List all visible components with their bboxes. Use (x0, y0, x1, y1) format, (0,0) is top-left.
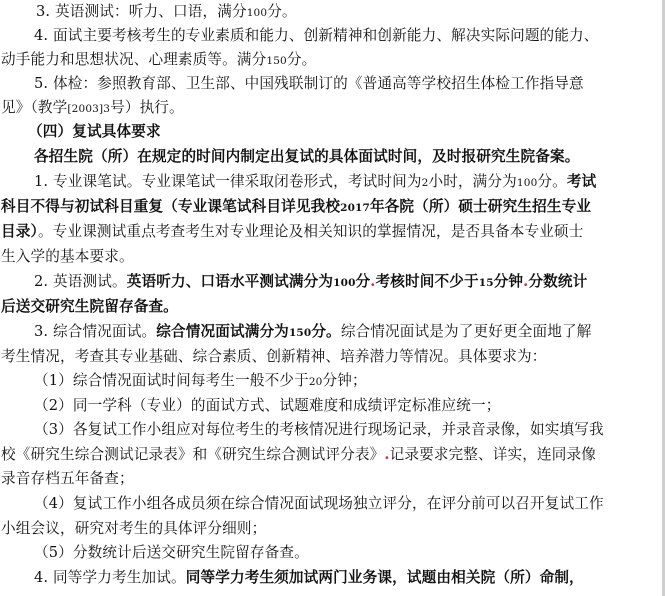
text-line (34, 492, 604, 516)
number-span: 2017 (340, 202, 370, 214)
bold-span: 考核时间不少于 (375, 273, 479, 290)
text-line (34, 394, 501, 418)
red-dot: . (523, 273, 529, 290)
text-line (1, 443, 596, 467)
text-span: 分。 (286, 51, 317, 68)
text-span: 校《研究生综合测试记录表》和《研究生综合测试评分表》 (1, 446, 385, 463)
bold-line (1, 295, 178, 319)
text-span: 分。 (537, 173, 567, 190)
bold-span: 目录） (1, 223, 38, 240)
text-line (1, 48, 316, 72)
bold-span: 分。 (311, 323, 341, 340)
text-span: 2. 英语测试。 (34, 273, 127, 290)
text-span: 科目不得与初试科目重复（专业课笔试科目详见我校 (1, 198, 341, 215)
text-line (1, 245, 134, 269)
text-span: 年各院（所）硕士研究生招生专业 (369, 198, 592, 215)
text-span: （4）复试工作小组各成员须在综合情况面试现场独立评分，在评分前可以召开复试工作 (34, 495, 604, 512)
text-span: 生入学的基本要求。 (1, 248, 134, 265)
number-span: 15 (478, 277, 494, 289)
text-line (34, 270, 587, 294)
text-line (1, 220, 583, 244)
red-dot: . (370, 273, 376, 290)
text-line (1, 96, 184, 120)
text-span: 动手能力和思想状况、心理素质等。满分 (1, 51, 267, 68)
text-span: 小组会议，研究对考生的具体评分细则； (1, 520, 267, 537)
text-span: 5. 体检：参照教育部、卫生部、中国残联制订的《普通高等学校招生体检工作指导意 (34, 75, 584, 92)
number-span: 20 (308, 376, 323, 388)
text-span: 3. 英语测试：听力、口语，满分 (36, 3, 247, 20)
text-line (34, 541, 309, 565)
text-span: 1. 专业课笔试。专业课笔试一律采取闭卷形式，考试时间为 (34, 173, 422, 190)
bold-paragraph (34, 145, 580, 169)
red-dot: . (384, 446, 390, 463)
text-span: 3. 综合情况面试。 (34, 323, 157, 340)
bold-span: 考试 (566, 173, 597, 190)
text-span: 各招生院（所）在规定的时间内制定出复试的具体面试时间，及时报研究生院备案。 (34, 148, 580, 165)
bold-line (1, 195, 591, 219)
text-line (34, 418, 604, 442)
text-span: 小时，满分为 (428, 173, 517, 190)
number-span: 2 (421, 177, 429, 189)
text-span: 。专业课测试重点考查考生对专业理论及相关知识的掌握情况，是否具备本专业硕士 (37, 223, 584, 240)
section-heading (28, 120, 161, 144)
text-span: 分。 (267, 3, 297, 20)
text-line (34, 369, 367, 393)
bold-span: 分 (355, 273, 371, 290)
text-span: 考生情况，考查其专业基础、综合素质、创新精神、培养潜力等情况。具体要求为： (1, 348, 547, 365)
text-span: 号）执行。 (110, 99, 184, 116)
heading-text: （四）复试具体要求 (28, 123, 161, 140)
text-span: （3）各复试工作小组应对每位考生的考核情况进行现场记录，并录音录像，如实填写我 (34, 421, 604, 438)
bold-span: 分数统计 (528, 273, 588, 290)
text-line (34, 24, 599, 48)
text-span: （5）分数统计后送交研究生院留存备查。 (34, 544, 309, 561)
text-line (1, 467, 134, 491)
text-span: （2）同一学科（专业）的面试方式、试题难度和成绩评定标准应统一； (34, 397, 501, 414)
number-span: 100 (516, 177, 538, 189)
text-span: 见》（教学 (1, 99, 68, 116)
text-span: 录音存档五年备查； (1, 470, 134, 487)
text-line (34, 170, 596, 194)
text-line (1, 345, 547, 369)
text-span: 综合情况面试是为了更好更全面地了解 (340, 323, 592, 340)
number-span: [2003]3 (67, 103, 111, 115)
text-span: 4. 面试主要考核考生的专业素质和能力、创新精神和创新能力、解决实际问题的能力、 (34, 27, 599, 44)
text-line (34, 320, 591, 344)
text-line (34, 72, 584, 96)
bold-span: 综合情况面试满分为 (156, 323, 289, 340)
text-span: 4. 同等学力考生加试。 (34, 569, 186, 586)
bold-span: 分钟 (493, 273, 524, 290)
bold-span: 英语听力、口语水平测试满分为 (126, 273, 334, 290)
text-span: （1）综合情况面试时间每考生一般不少于 (34, 372, 309, 389)
number-span: 100 (246, 7, 268, 19)
text-line (1, 517, 266, 541)
number-span: 100 (333, 277, 356, 289)
number-span: 150 (288, 327, 312, 339)
text-line (34, 566, 584, 590)
text-span: 分钟； (322, 372, 367, 389)
bold-span: 同等学力考生须加试两门业务课，试题由相关院（所）命制， (185, 569, 584, 586)
text-line (36, 0, 297, 24)
text-span: 记录要求完整、详实，连同录像 (389, 446, 596, 463)
number-span: 150 (266, 55, 287, 67)
text-span: 后送交研究生院留存备查。 (1, 298, 178, 315)
